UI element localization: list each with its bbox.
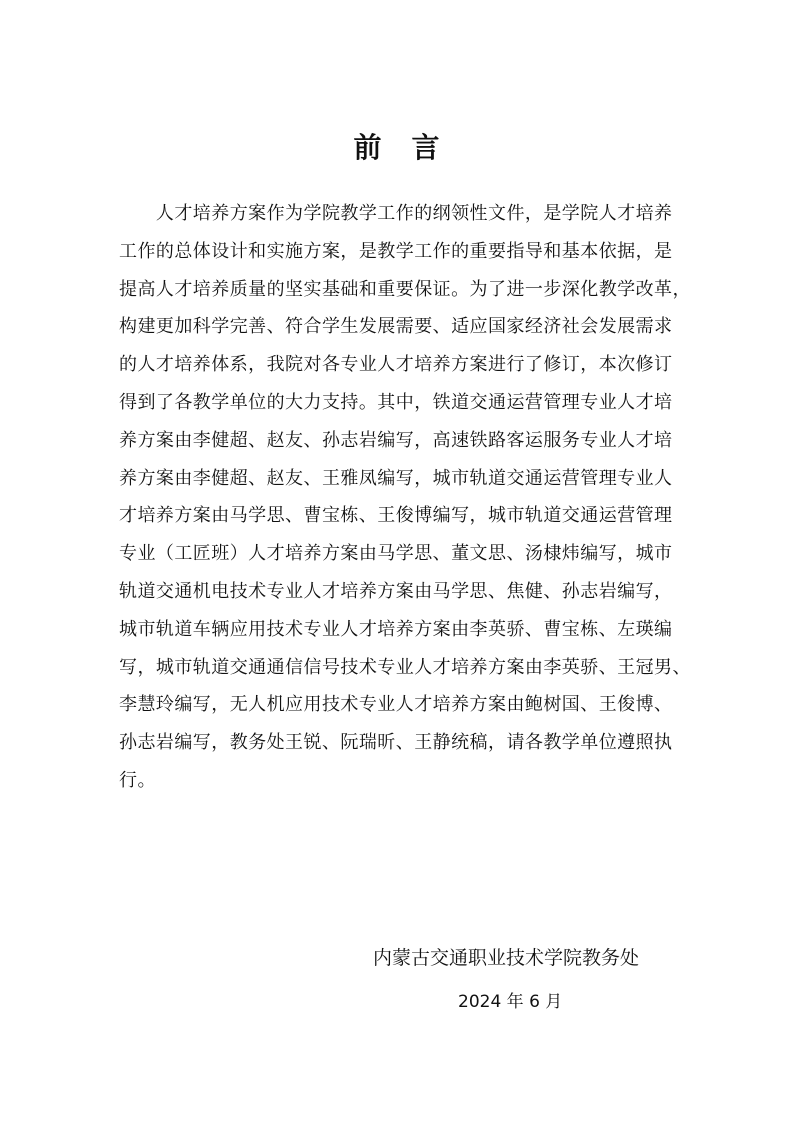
body-line: 养方案由李健超、赵友、王雅凤编写，城市轨道交通运营管理专业人: [119, 467, 673, 489]
signature-date: 2024 年 6 月: [458, 992, 563, 1012]
body-line: 轨道交通机电技术专业人才培养方案由马学思、焦健、孙志岩编写，: [119, 580, 673, 602]
body-line: 才培养方案由马学思、曹宝栋、王俊博编写，城市轨道交通运营管理: [119, 505, 673, 527]
body-line: 写，城市轨道交通通信信号技术专业人才培养方案由李英骄、王冠男、: [119, 656, 691, 678]
body-line: 行。: [119, 769, 156, 791]
body-line: 李慧玲编写，无人机应用技术专业人才培养方案由鲍树国、王俊博、: [119, 694, 673, 716]
signature-department: 内蒙古交通职业技术学院教务处: [373, 947, 640, 969]
body-line: 构建更加科学完善、符合学生发展需要、适应国家经济社会发展需求: [119, 316, 673, 338]
preface-body: [119, 195, 691, 800]
body-line: 城市轨道车辆应用技术专业人才培养方案由李英骄、曹宝栋、左瑛编: [119, 618, 673, 640]
body-line: 专业（工匠班）人才培养方案由马学思、董文思、汤棣炜编写，城市: [119, 543, 673, 565]
page-title: 前言: [353, 131, 470, 164]
body-line: 工作的总体设计和实施方案，是教学工作的重要指导和基本依据，是: [119, 240, 673, 262]
body-line: 养方案由李健超、赵友、孙志岩编写，高速铁路客运服务专业人才培: [119, 429, 673, 451]
body-line: 人才培养方案作为学院教学工作的纲领性文件，是学院人才培养: [119, 203, 673, 224]
body-line: 的人才培养体系，我院对各专业人才培养方案进行了修订，本次修订: [119, 354, 673, 376]
body-line: 得到了各教学单位的大力支持。其中，铁道交通运营管理专业人才培: [119, 391, 673, 413]
body-line: 提高人才培养质量的坚实基础和重要保证。为了进一步深化教学改革，: [119, 278, 691, 300]
body-line: 孙志岩编写，教务处王锐、阮瑞昕、王静统稿，请各教学单位遵照执: [119, 732, 673, 754]
